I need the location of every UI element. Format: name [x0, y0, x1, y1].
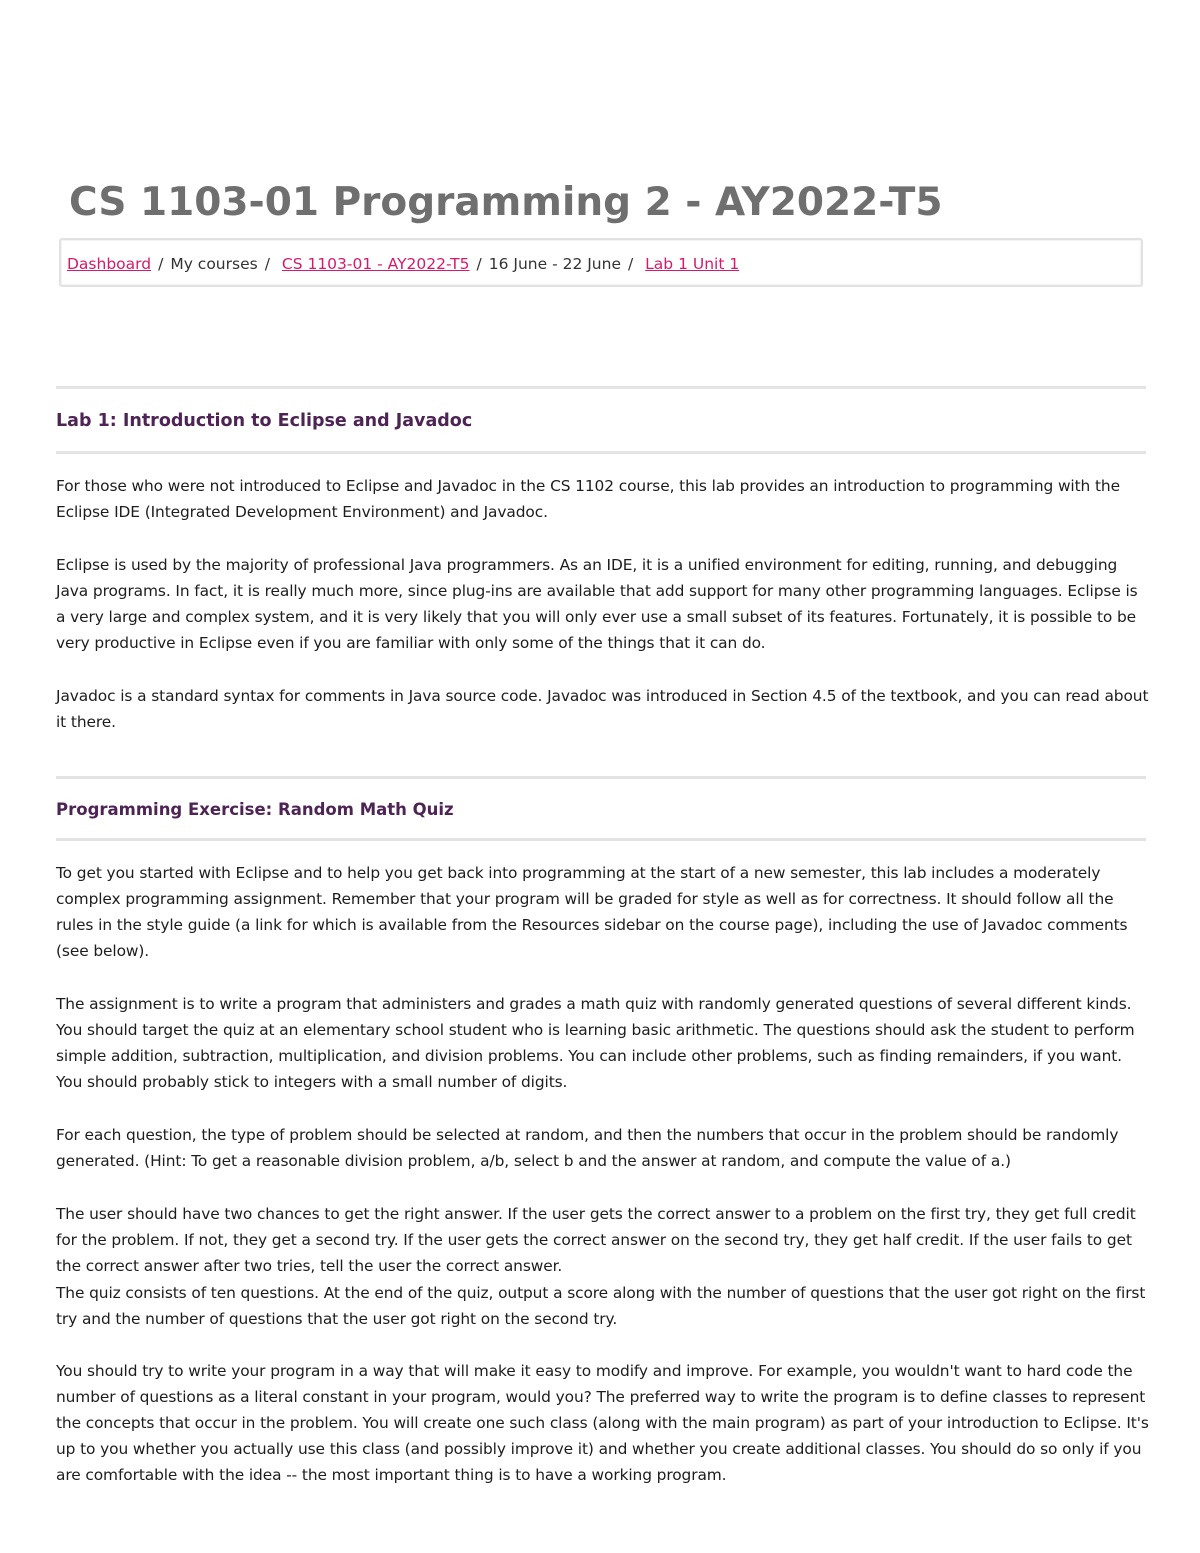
breadcrumb-week: 16 June - 22 June: [488, 255, 621, 273]
breadcrumb-separator: /: [158, 255, 164, 273]
exercise-paragraph: For each question, the type of problem should be selected at random, and then the numbers that occur in the problem should be randomly generated. (Hint: To get a reasonable division problem, a/b, select b and the answer at random, and compute the value of a.): [56, 1126, 1119, 1170]
exercise-paragraph: The quiz consists of ten questions. At the end of the quiz, output a score along with the number of questions that the user got right on the first try and the number of questions that the user got right on the second try.: [56, 1284, 1146, 1328]
lab-paragraph: Javadoc is a standard syntax for comments in Java source code. Javadoc was introduced in Section 4.5 of the textbook, and you can read about it there.: [56, 687, 1149, 731]
divider: [56, 451, 1146, 454]
lab-paragraph: For those who were not introduced to Eclipse and Javadoc in the CS 1102 course, this lab provides an introduction to programming with the Eclipse IDE (Integrated Development Environment) and Javadoc.: [56, 477, 1120, 521]
breadcrumb: [67, 253, 739, 275]
breadcrumb-bar: [59, 238, 1143, 287]
exercise-paragraph: You should try to write your program in a way that will make it easy to modify and improve. For example, you wouldn't want to hard code the number of questions as a literal constant in your program, would you? The preferred way to write the program is to define classes to represent the concepts that occur in the problem. You will create one such class (along with the main program) as part of your introduction to Eclipse. It's up to you whether you actually use this class (and possibly improve it) and whether you create additional classes. You should do so only if you are comfortable with the idea -- the most important thing is to have a working program.: [56, 1362, 1149, 1484]
divider: [56, 838, 1146, 841]
exercise-paragraph: The user should have two chances to get the right answer. If the user gets the correct answer to a problem on the first try, they get full credit for the problem. If not, they get a second try. If the user gets the correct answer on the second try, they get half credit. If the user fails to get the correct answer after two tries, tell the user the correct answer.: [56, 1205, 1136, 1275]
breadcrumb-separator: /: [476, 255, 482, 273]
breadcrumb-lab-link[interactable]: Lab 1 Unit 1: [645, 255, 740, 273]
exercise-heading: Programming Exercise: Random Math Quiz: [56, 800, 454, 819]
lab-heading: Lab 1: Introduction to Eclipse and Javadoc: [56, 411, 473, 431]
divider: [56, 386, 1146, 389]
breadcrumb-separator: /: [628, 255, 634, 273]
breadcrumb-course-link[interactable]: CS 1103-01 - AY2022-T5: [281, 255, 470, 273]
page-title: CS 1103-01 Programming 2 - AY2022-T5: [69, 180, 943, 225]
exercise-paragraph: To get you started with Eclipse and to help you get back into programming at the start of a new semester, this lab includes a moderately complex programming assignment. Remember that your program will be graded for style as well as for correctness. It should follow all the rules in the style guide (a link for which is available from the Resources sidebar on the course page), including the use of Javadoc comments (see below).: [56, 864, 1128, 960]
breadcrumb-separator: /: [264, 255, 270, 273]
divider: [56, 776, 1146, 779]
breadcrumb-dashboard-link[interactable]: Dashboard: [67, 255, 152, 273]
breadcrumb-my-courses: My courses: [170, 255, 258, 273]
exercise-paragraph: The assignment is to write a program that administers and grades a math quiz with randomly generated questions of several different kinds. You should target the quiz at an elementary school student who is learning basic arithmetic. The questions should ask the student to perform simple addition, subtraction, multiplication, and division problems. You can include other problems, such as finding remainders, if you want. You should probably stick to integers with a small number of digits.: [56, 995, 1135, 1091]
lab-paragraph: Eclipse is used by the majority of professional Java programmers. As an IDE, it is a unified environment for editing, running, and debugging Java programs. In fact, it is really much more, since plug-ins are available that add support for many other programming languages. Eclipse is a very large and complex system, and it is very likely that you will only ever use a small subset of its features. Fortunately, it is possible to be very productive in Eclipse even if you are familiar with only some of the things that it can do.: [56, 556, 1138, 652]
